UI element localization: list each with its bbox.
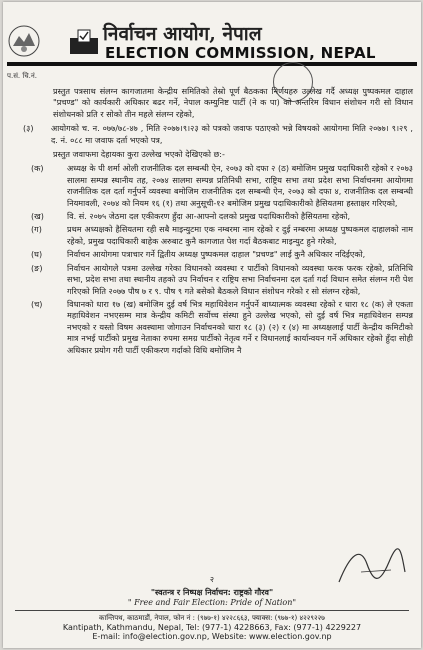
list-item bbox=[17, 163, 413, 209]
page-number: २ bbox=[209, 575, 215, 584]
letter-footer bbox=[7, 574, 417, 641]
item-3 bbox=[17, 123, 413, 146]
list-item-text: वि. सं. २०७५ जेठमा दल एकीकरण हुँदा आ-आफ्नो दलको प्रमुख पदाधिकारीको हैसियतमा रहेको, bbox=[67, 211, 351, 222]
list-item-label: (ङ) bbox=[31, 262, 43, 273]
letter-body bbox=[17, 86, 413, 358]
list-item bbox=[17, 211, 413, 222]
list-item bbox=[17, 299, 413, 356]
list-item-label: (च) bbox=[31, 298, 43, 309]
address-nepali: कान्तिपथ, काठमाडौं, नेपाल, फोन नं : (९७७-१) ४२२८६६३, फ्याक्स: (९७७-१) ४२२९२२७ bbox=[99, 614, 325, 622]
ballot-box-icon bbox=[67, 28, 101, 56]
commission-title-nepali: निर्वाचन आयोग, नेपाल bbox=[103, 23, 262, 45]
header-rule bbox=[7, 62, 417, 66]
list-item-text: विधानको धारा १७ (ख) बमोजिम दुई वर्ष भित्र महाधिवेशन गर्नुपर्ने बाध्यात्मक व्यवस्था रहेको र धारा १८ (क) ले एकता महाधिवेशन नभएसम्म मात्र केन्द्रीय कमिटी सर्वोच्च संस्था हुने उल्लेख भएको, सो दुई वर्ष भित्र महाधिवेशन सम्पन्न नभएको र यस्तो विषम अवस्थामा जोगाउन निर्वाचनको धारा १८ (३) (२) र (४) मा अध्यक्षलाई पार्टी केन्द्रीय कमिटीको मात्र नभई पार्टीको प्रमुख नेताका रुपमा समग्र पार्टीको नेतृत्व गर्ने र विधानलाई कार्यान्वयन गर्ने अधिकार रहेको हुँदा सोही अधिकार प्रयोग गरी पार्टी एकीकरण गर्दाको विधि बमोजिम नै bbox=[67, 298, 413, 355]
contact-email-website: E-mail: info@election.gov.np, Website: www.election.gov.np bbox=[92, 632, 332, 641]
list-item-label: (क) bbox=[31, 163, 44, 174]
slogan-nepali: "स्वतन्त्र र निष्पक्ष निर्वाचन: राष्ट्रको गौरव" bbox=[150, 588, 274, 597]
list-item bbox=[17, 249, 413, 260]
list-item-text: निर्वाचन आयोगले पत्रमा उल्लेख गरेका विधानको व्यवस्था र पार्टीको विधानको व्यवस्था फरक फरक रहेको, प्रतिनिधि सभा, प्रदेश सभा तथा स्थानीय तहको उप निर्वाचन र राष्ट्रिय सभा निर्वाचनमा दल दर्ता गर्दा विधान समेत संलग्न गरी पेश गरिएको मिति २०७७ पौष ७ र ९. पौष ९ गते बसेको बैठकले विधान संशोधन गरेको र सो संलग्न रहेको, bbox=[67, 262, 413, 296]
commission-title-english: ELECTION COMMISSION, NEPAL bbox=[105, 44, 376, 62]
list-item-text: अध्यक्ष के पी शर्मा ओली राजनीतिक दल सम्बन्धी ऐन, २०७३ को दफा २ (ठ) बमोजिम प्रमुख पदाधिकारी रहेको र २०७३ सालमा सम्पन्न स्थानीय तह, २०७४ सालमा सम्पन्न प्रतिनिधी सभा, राष्ट्रिय सभा तथा प्रदेश सभा निर्वाचनमा आयोगमा राजनीतिक दल दर्ता गर्नुपर्ने व्यवस्था बमोजिम राजनीतिक दल सम्बन्धी ऐन, २०७३ को दफा ४, राजनीतिक दल सम्बन्धी नियमावली, २०७४ को नियम १६ (१) तथा अनुसूची-१२ बमोजिम प्रमुख पदाधिकारीको हैसियतमा हस्ताक्षर गरिएको, bbox=[67, 163, 413, 208]
document-page bbox=[3, 2, 421, 648]
list-item bbox=[17, 224, 413, 247]
intro-paragraph: प्रस्तुत पत्रसाथ संलग्न कागजातमा केन्द्रीय समितिको तेस्रो पूर्ण बैठकका निर्णयहरु उल्लेख गर्दै अध्यक्ष पुष्पकमल दाहाल "प्रचण्ड" को कार्यकारी अधिकार बढर गर्ने, नेपाल कम्युनिष्ट पार्टी (ने क पा) को अन्तरिम विधान संशोधन गरी सो विधान संशोधनको प्रति र सोको तीन महले संलग्न रहेको, bbox=[53, 86, 413, 119]
list-item-text: प्रथम अध्यक्षको हैसियतमा रही सबै माइन्युटमा एक नम्बरमा नाम रहेको र दुई नम्बरमा अध्यक्ष पुष्पकमल दाहालको नाम रहेको, प्रमुख पदाधिकारी बाहेक अरुबाट कुनै कागजात पेश गर्दा बैठकबाट माइन्युट हुने गरेको, bbox=[67, 224, 413, 246]
nepal-emblem-icon bbox=[7, 24, 41, 58]
item-3-number: (३) bbox=[23, 123, 34, 134]
list-item-text: निर्वाचन आयोगमा पत्राचार गर्ने द्वितीय अध्यक्ष पुष्पकमल दाहाल "प्रचण्ड" लाई कुनै अधिकार नदिईएको, bbox=[67, 249, 366, 260]
list-item-label: (घ) bbox=[31, 249, 43, 260]
list-item-label: (ख) bbox=[31, 211, 44, 222]
address-english: Kantipath, Kathmandu, Nepal, Tel: (977-1) 4228663, Fax: (977-1) 4229227 bbox=[62, 623, 362, 632]
slogan-english: " Free and Fair Election: Pride of Nation" bbox=[127, 598, 297, 607]
list-item bbox=[17, 263, 413, 297]
item-3-text: आयोगको च. न. ०७७/७८-४७ , मिति २०७७।९।२३ को पत्रको जवाफ पठाएको भन्ने विषयको आयोगमा मिति २०७७। ९।२९ , द. नं. ०८८ मा जवाफ दर्ता भएको पत्र, bbox=[51, 123, 413, 145]
list-item-label: (ग) bbox=[31, 224, 42, 235]
reference-label: प.सं. चि.नं. bbox=[7, 72, 37, 80]
footer-rule bbox=[15, 610, 409, 611]
examine-paragraph: प्रस्तुत जवाफमा देहायका कुरा उल्लेख भएको देखिएको छ:- bbox=[53, 149, 225, 160]
